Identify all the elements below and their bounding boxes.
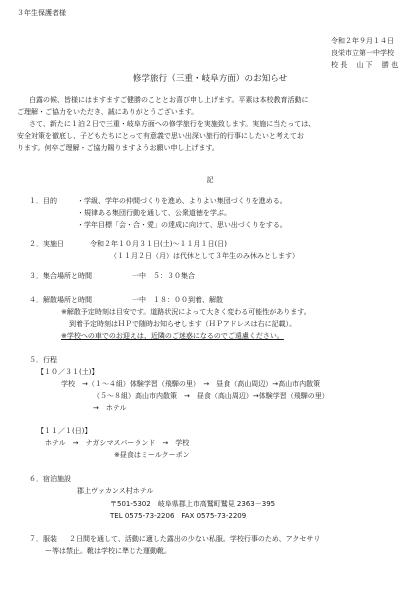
greeting-line: 安全対策を徹底し、子どもたちにとって有意義で思い出深い旅行的行事にしたいと考えてお bbox=[17, 132, 304, 140]
date-range: 令和２年１０月３１日(土)～１１月１日(日) bbox=[90, 240, 227, 248]
school-name: 良栄市立第一中学校 bbox=[331, 49, 394, 57]
section-3-heading: ３．集合場所と時間 bbox=[29, 272, 92, 280]
purpose-item: ・規律ある集団行動を通して、公衆道徳を学ぶ。 bbox=[77, 209, 231, 217]
day2-label: 【１１／１(日)】 bbox=[37, 427, 92, 435]
section-6-heading: ６．宿泊施設 bbox=[29, 475, 71, 483]
section-1-heading: １．目的 bbox=[29, 197, 57, 205]
itinerary-line: 学校 →（１～４組）体験学習（飛騨の里） → 昼食（高山周辺）→高山市内散策 bbox=[61, 380, 321, 388]
issue-date: 令和２年９月１４日 bbox=[331, 37, 394, 45]
hotel-phone: TEL 0575-73-2206 FAX 0575-73-2209 bbox=[110, 512, 247, 520]
ki-heading: 記 bbox=[206, 176, 214, 184]
itinerary-line: （５～８組）高山市内散策 → 昼食（高山周辺）→体験学習（飛騨の里） bbox=[93, 392, 329, 400]
dismissal-info: 一中 １８：００到着、解散 bbox=[132, 296, 223, 304]
meeting-info: 一中 ５：３０集合 bbox=[132, 272, 195, 280]
dismissal-note: ※解散予定時刻は目安です。道路状況によって大きく変わる可能性があります。 bbox=[61, 308, 311, 316]
day1-label: 【１０／３１(土)】 bbox=[37, 368, 99, 376]
purpose-item: ・学年目標「会・合・愛」の達成に向けて、思い出づくりをする。 bbox=[77, 221, 287, 229]
document-title: 修学旅行（三重・岐阜方面）のお知らせ bbox=[132, 74, 288, 84]
section-2-heading: ２．実施日 bbox=[29, 240, 64, 248]
date-note: （１１月２日（月）は代休として３年生のみ休みとします） bbox=[110, 252, 299, 260]
purpose-item: ・学級、学年の仲間づくりを進め、よりよい集団づくりを進める。 bbox=[77, 197, 287, 205]
hotel-address: 〒501-5302 岐阜県郡上市高鷲町鷲見 2363－395 bbox=[110, 500, 276, 508]
dismissal-note: 到着予定時刻はＨＰで随時お知らせします（ＨＰアドレスは右に記載）。 bbox=[69, 320, 297, 328]
section-5-heading: ５．行程 bbox=[29, 356, 57, 364]
itinerary-line: ホテル → ナガシマスパーランド → 学校 bbox=[45, 439, 190, 447]
hotel-name: 郡上ヴァカンス村ホテル bbox=[77, 487, 154, 495]
itinerary-line: → ホテル bbox=[93, 404, 127, 412]
greeting-line: ご理解・ご協力をいただき、誠にありがとうございます。 bbox=[17, 108, 199, 116]
itinerary-note: ※昼食はミールクーポン bbox=[114, 451, 190, 459]
greeting-line: さて、新たに１泊２日で三重・岐阜方面への修学旅行を実施致します。実施に当たっては、 bbox=[29, 120, 316, 128]
section-7-heading: ７．服装 bbox=[29, 535, 57, 543]
clothing-rule: ー等は禁止。靴は学校に準じた運動靴。 bbox=[45, 547, 171, 555]
greeting-line: ります。何卒ご理解・ご協力賜りますようお願い申し上げます。 bbox=[17, 144, 219, 152]
principal-name: 校 長 山 下 勝 也 bbox=[331, 61, 399, 69]
pickup-warning: ※学校への車でのお迎えは、近隣のご迷惑になるのでご遠慮ください。 bbox=[61, 332, 284, 340]
section-4-heading: ４．解散場所と時間 bbox=[29, 296, 92, 304]
greeting-line: 白露の候、皆様にはますますご健勝のこととお喜び申し上げます。平素は本校教育活動に bbox=[29, 96, 309, 104]
clothing-rule: ２日間を通して、活動に適した露出の少ない私服。学校行事のため、アクセサリ bbox=[69, 535, 321, 543]
addressee: ３年生保護者様 bbox=[17, 9, 66, 17]
